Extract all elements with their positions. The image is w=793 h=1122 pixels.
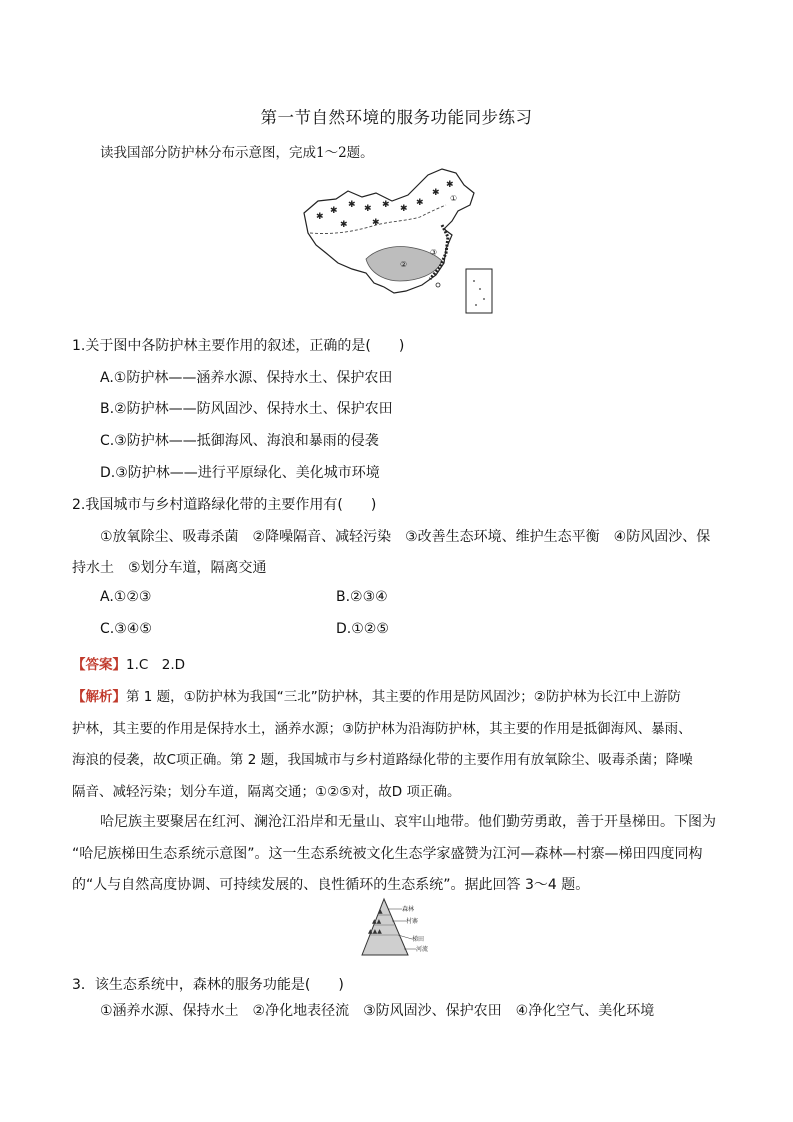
q2-stem: 2.我国城市与乡村道路绿化带的主要作用有( ) xyxy=(72,497,377,513)
analysis-text-1: 第 1 题，①防护林为我国“三北”防护林，其主要的作用是防风固沙；②防护林为长江中上游防 xyxy=(126,689,681,705)
q2-option-a: A.①②③ xyxy=(100,589,152,605)
svg-text:✱: ✱ xyxy=(382,200,390,210)
svg-text:✱: ✱ xyxy=(416,198,424,208)
svg-text:▲▲: ▲▲ xyxy=(372,918,382,925)
q1-option-c: C.③防护林——抵御海风、海浪和暴雨的侵袭 xyxy=(100,433,379,449)
q1-option-d: D.③防护林——进行平原绿化、美化城市环境 xyxy=(100,465,380,481)
q3-stem: 3．该生态系统中，森林的服务功能是( ) xyxy=(72,977,344,993)
svg-text:▲: ▲ xyxy=(378,908,383,915)
svg-text:✱: ✱ xyxy=(316,212,324,222)
terrace-ecosystem-figure xyxy=(358,895,438,957)
analysis-line3: 海浪的侵袭，故C项正确。第 2 题，我国城市与乡村道路绿化带的主要作用有放氧除尘、吸毒杀菌；降噪 xyxy=(72,752,693,768)
q1-option-a: A.①防护林——涵养水源、保持水土、保护农田 xyxy=(100,370,393,386)
intro-text: 读我国部分防护林分布示意图，完成1～2题。 xyxy=(100,145,374,161)
figure-label-forest: 森林 xyxy=(402,906,415,913)
q2-option-b: B.②③④ xyxy=(336,589,388,605)
figure-label-village: 村寨 xyxy=(406,918,419,925)
svg-text:✱: ✱ xyxy=(348,200,356,210)
analysis-line4: 隔音、减轻污染；划分车道，隔离交通；①②⑤对，故D 项正确。 xyxy=(72,784,461,800)
page-title: 第一节自然环境的服务功能同步练习 xyxy=(260,108,533,127)
map-label-2: ② xyxy=(400,260,408,269)
q2-body-line2: 持水土 ⑤划分车道，隔离交通 xyxy=(72,560,267,576)
q1-stem: 1.关于图中各防护林主要作用的叙述，正确的是( ) xyxy=(72,338,405,354)
svg-text:▲▲▲: ▲▲▲ xyxy=(368,928,382,935)
svg-text:✱: ✱ xyxy=(400,204,408,214)
passage-line3: 的“人与自然高度协调、可持续发展的、良性循环的生态系统”。据此回答 3～4 题。 xyxy=(72,877,590,893)
svg-text:✱: ✱ xyxy=(364,204,372,214)
figure-label-river: 河流 xyxy=(416,946,429,953)
svg-text:✱: ✱ xyxy=(372,218,380,228)
svg-text:✱: ✱ xyxy=(330,206,338,216)
q2-option-d: D.①②⑤ xyxy=(336,621,389,637)
analysis-line1 xyxy=(72,685,681,705)
q2-body-line1: ①放氧除尘、吸毒杀菌 ②降噪隔音、减轻污染 ③改善生态环境、维护生态平衡 ④防风固沙、保 xyxy=(100,529,711,545)
passage-line2: “哈尼族梯田生态系统示意图”。这一生态系统被文化生态学家盛赞为江河—森林—村寨—梯田四度同构 xyxy=(72,846,703,862)
answer-text: 1.C 2.D xyxy=(126,657,186,673)
q1-option-b: B.②防护林——防风固沙、保持水土、保护农田 xyxy=(100,401,393,417)
passage-line1: 哈尼族主要聚居在红河、澜沧江沿岸和无量山、哀牢山地带。他们勤劳勇敢，善于开垦梯田。下图为 xyxy=(100,814,716,830)
svg-text:✱: ✱ xyxy=(432,188,440,198)
analysis-label: 【解析】 xyxy=(72,689,126,705)
svg-text:✱: ✱ xyxy=(446,180,454,190)
answer-label: 【答案】 xyxy=(72,657,126,673)
map-label-1: ① xyxy=(450,194,458,203)
protection-forest-map xyxy=(296,165,500,317)
map-label-3: ③ xyxy=(430,248,438,257)
svg-text:✱: ✱ xyxy=(340,220,348,230)
analysis-line2: 护林，其主要的作用是保持水土，涵养水源；③防护林为沿海防护林，其主要的作用是抵御海风、暴雨、 xyxy=(72,721,692,737)
q2-option-c: C.③④⑤ xyxy=(100,621,152,637)
answer-line xyxy=(72,653,185,673)
figure-label-terrace: 梯田 xyxy=(412,936,425,943)
q3-body: ①涵养水源、保持水土 ②净化地表径流 ③防风固沙、保护农田 ④净化空气、美化环境 xyxy=(100,1003,655,1019)
